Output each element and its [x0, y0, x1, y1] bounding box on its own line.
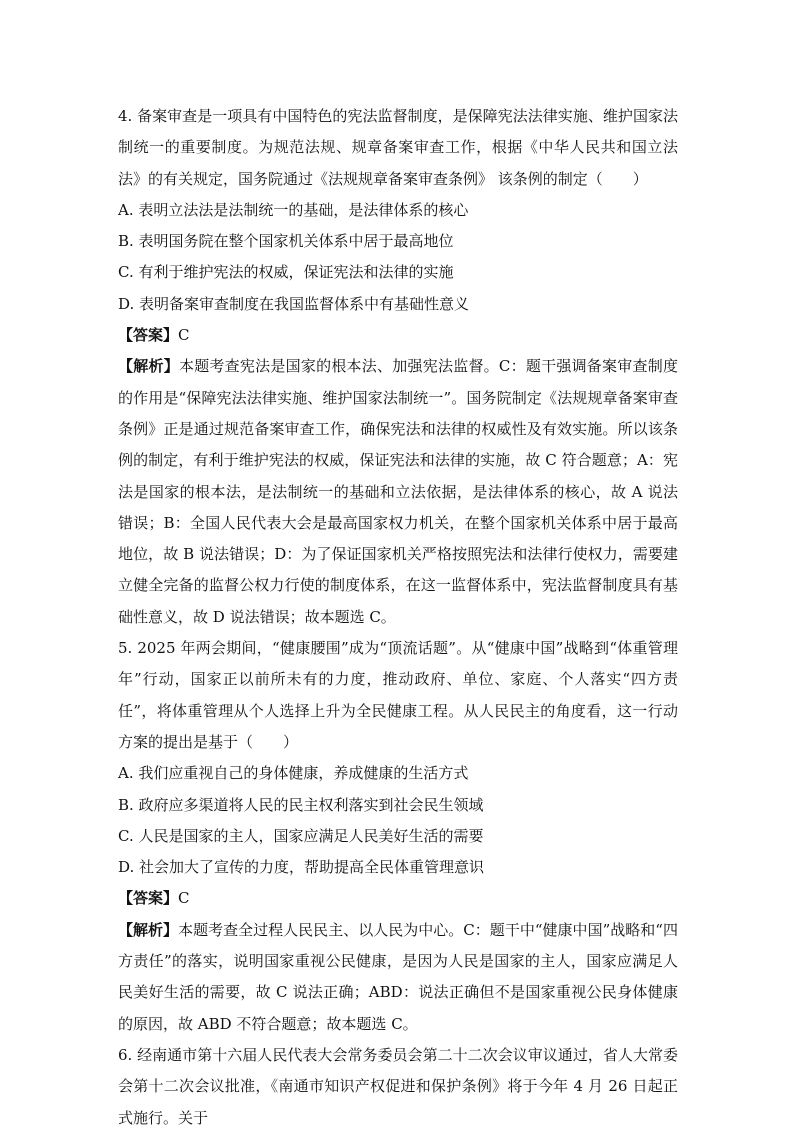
analysis-paragraph [118, 351, 678, 633]
analysis-label: 【解析】 [118, 920, 179, 939]
document-body [118, 101, 678, 1134]
analysis-label: 【解析】 [118, 357, 179, 376]
analysis-paragraph [118, 915, 678, 1040]
answer-value: C [178, 889, 190, 908]
answer-line [118, 320, 678, 351]
option-d: D. 社会加大了宣传的力度，帮助提高全民体重管理意识 [118, 858, 485, 877]
question-stem: 5. 2025 年两会期间，“健康腰围”成为“顶流话题”。从“健康中国”战略到“体重管理年”行动，国家正以前所未有的力度，推动政府、单位、家庭、个人落实“四方责任”，将体重管理从个人选择上升为全民健康工程。从人民民主的角度看，这一行动方案的提出是基于（ ） [118, 639, 678, 751]
option-c: C. 有利于维护宪法的权威，保证宪法和法律的实施 [118, 263, 454, 282]
option-a: A. 我们应重视自己的身体健康，养成健康的生活方式 [118, 764, 469, 783]
question-stem: 4. 备案审查是一项具有中国特色的宪法监督制度，是保障宪法法律实施、维护国家法制统一的重要制度。为规范法规、规章备案审查工作，根据《中华人民共和国立法法》的有关规定，国务院通过《法规规章备案审查条例》 该条例的制定（ ） [118, 107, 678, 188]
analysis-text: 本题考查全过程人民民主、以人民为中心。C：题干中“健康中国”战略和“四方责任”的落实，说明国家重视公民健康，是因为人民是国家的主人，国家应满足人民美好生活的需要，故 C 说法正确；ABD：说法正确但不是国家重视公民身体健康的原因，故 ABD 不符合题意；故本题选 C。 [118, 920, 678, 1033]
analysis-text: 本题考查宪法是国家的根本法、加强宪法监督。C：题干强调备案审查制度的作用是“保障宪法法律实施、维护国家法制统一”。国务院制定《法规规章备案审查条例》正是通过规范备案审查工作，确保宪法和法律的权威性及有效实施。所以该条例的制定，有利于维护宪法的权威，保证宪法和法律的实施，故 C 符合题意；A：宪法是国家的根本法，是法制统一的基础和立法依据，是法律体系的核心，故 A 说法错误；B：全国人民代表大会是最高国家权力机关，在整个国家机关体系中居于最高地位，故 B 说法错误；D：为了保证国家机关严格按照宪法和法律行使权力，需要建立健全完备的监督公权力行使的制度体系，在这一监督体系中，宪法监督制度具有基础性意义，故 D 说法错误；故本题选 C。 [118, 357, 678, 626]
question-stem: 6. 经南通市第十六届人民代表大会常务委员会第二十二次会议审议通过，省人大常委会第十二次会议批准，《南通市知识产权促进和保护条例》将于今年 4 月 26 日起正式施行。关于 [118, 1045, 678, 1127]
question-4 [118, 101, 678, 633]
answer-value: C [178, 326, 190, 345]
answer-label: 【答案】 [118, 326, 179, 345]
question-6 [118, 1040, 678, 1134]
option-c: C. 人民是国家的主人，国家应满足人民美好生活的需要 [118, 826, 484, 845]
answer-label: 【答案】 [118, 889, 179, 908]
question-5 [118, 633, 678, 1040]
option-a: A. 表明立法法是法制统一的基础，是法律体系的核心 [118, 200, 469, 219]
answer-line [118, 883, 678, 914]
option-b: B. 政府应多渠道将人民的民主权利落实到社会民生领域 [118, 795, 484, 814]
option-d: D. 表明备案审查制度在我国监督体系中有基础性意义 [118, 294, 470, 313]
option-b: B. 表明国务院在整个国家机关体系中居于最高地位 [118, 232, 454, 251]
